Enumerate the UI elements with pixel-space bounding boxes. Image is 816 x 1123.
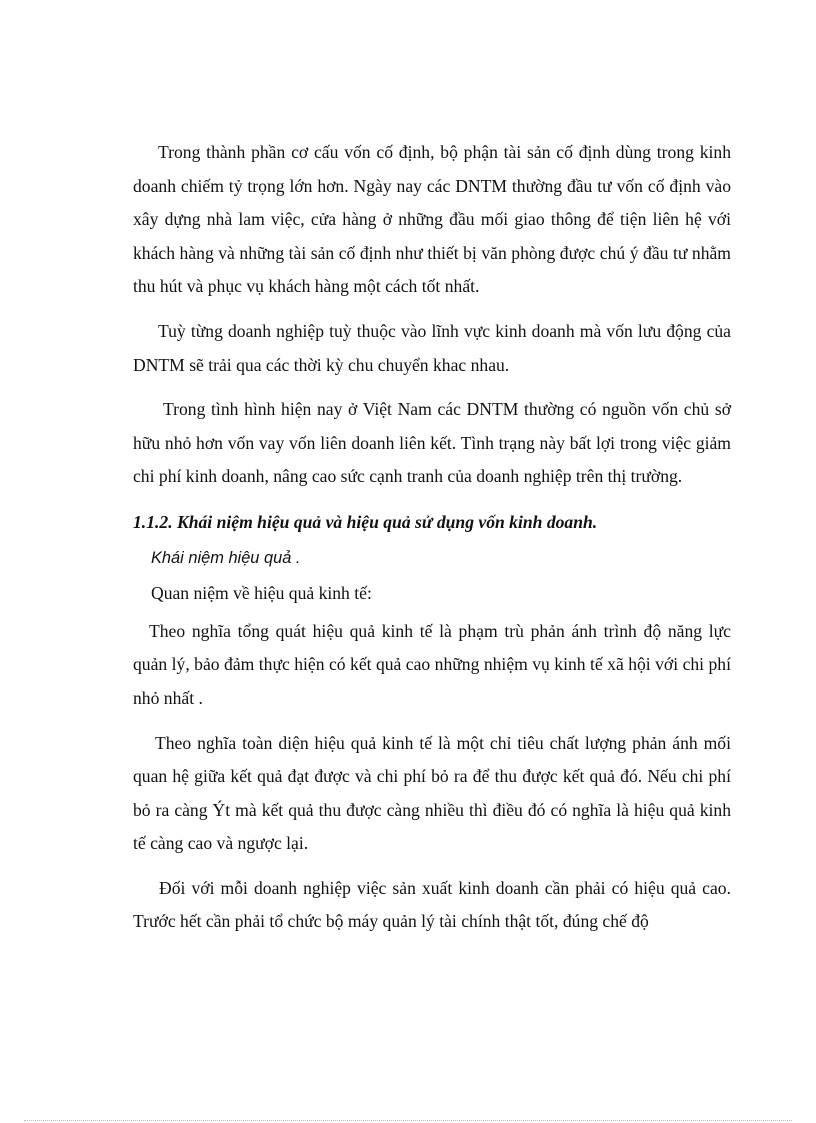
page-bottom-divider xyxy=(24,1120,792,1121)
paragraph-fixed-capital: Trong thành phần cơ cấu vốn cố định, bộ phận tài sản cố định dùng trong kinh doanh chiếm tỷ trọng lớn hơn. Ngày nay các DNTM thường đầu tư vốn cố định vào xây dựng nhà lam việc, cửa hàng ở những đầu mối giao thông để tiện liên hệ với khách hàng và những tài sản cố định như thiết bị văn phòng được chú ý đầu tư nhằm thu hút và phục vụ khách hàng một cách tốt nhất. xyxy=(133,142,731,297)
paragraph-general-meaning: Theo nghĩa tổng quát hiệu quả kinh tế là phạm trù phản ánh trình độ năng lực quản lý, bảo đảm thực hiện có kết quả cao những nhiệm vụ kinh tế xã hội với chi phí nhỏ nhất . xyxy=(133,620,731,708)
document-page xyxy=(133,136,731,939)
section-heading: 1.1.2. Khái niệm hiệu quả và hiệu quả sử dụng vốn kinh doanh. xyxy=(133,511,598,532)
paragraph-working-capital: Tuỳ từng doanh nghiệp tuỳ thuộc vào lĩnh vực kinh doanh mà vốn lưu động của DNTM sẽ trải qua các thời kỳ chu chuyển khac nhau. xyxy=(133,320,731,375)
subheading-efficiency-concept: Khái niệm hiệu quả . xyxy=(151,548,301,567)
paragraph-comprehensive-meaning: Theo nghĩa toàn diện hiệu quả kinh tế là một chỉ tiêu chất lượng phản ánh mối quan hệ giữa kết quả đạt được và chi phí bỏ ra để thu được kết quả đó. Nếu chi phí bỏ ra càng Ýt mà kết quả thu được càng nhiều thì điều đó có nghĩa là hiệu quả kinh tế càng cao và ngược lại. xyxy=(133,732,731,854)
paragraph-capital-structure: Trong tình hình hiện nay ở Việt Nam các DNTM thường có nguồn vốn chủ sở hữu nhỏ hơn vốn vay vốn liên doanh liên kết. Tình trạng này bất lợi trong việc giảm chi phí kinh doanh, nâng cao sức cạnh tranh của doanh nghiệp trên thị trường. xyxy=(133,399,731,487)
intro-line: Quan niệm về hiệu quả kinh tế: xyxy=(151,583,372,604)
paragraph-enterprise-efficiency: Đối với mỗi doanh nghiệp việc sản xuất kinh doanh cần phải có hiệu quả cao. Trước hết cần phải tổ chức bộ máy quản lý tài chính thật tốt, đúng chế độ xyxy=(133,877,731,932)
